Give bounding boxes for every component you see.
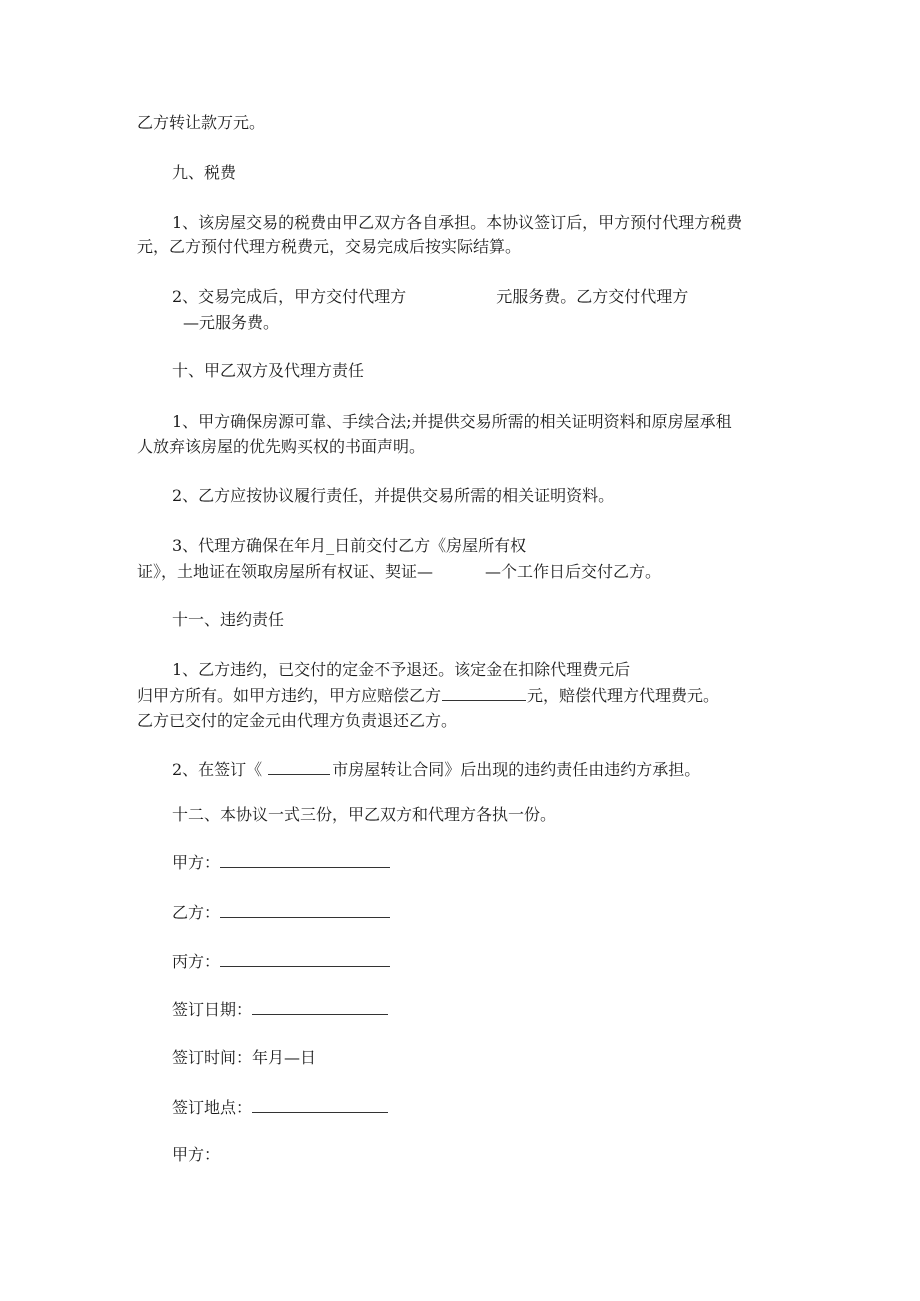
section-heading-9: 九、税费 bbox=[172, 163, 237, 182]
party-b-blank bbox=[220, 903, 390, 918]
sign-time bbox=[172, 1048, 316, 1068]
clause-9-1-line1: 1、该房屋交易的税费由甲乙双方各自承担。本协议签订后，甲方预付代理方税费 bbox=[172, 213, 743, 232]
clause-11-1-part-b: 元，赔偿代理方代理费元。 bbox=[527, 686, 720, 705]
clause-10-3-part-b: —个工作日后交付乙方。 bbox=[485, 562, 662, 581]
sign-date bbox=[172, 1000, 388, 1020]
clause-9-1-line2: 元，乙方预付代理方税费元，交易完成后按实际结算。 bbox=[137, 237, 522, 256]
clause-11-1-line1: 1、乙方违约，已交付的定金不予退还。该定金在扣除代理费元后 bbox=[172, 660, 631, 679]
sign-time-value: 年月—日 bbox=[252, 1048, 317, 1067]
sign-place-blank bbox=[252, 1098, 388, 1113]
party-a-signature bbox=[172, 853, 390, 873]
clause-11-1-line2 bbox=[137, 686, 719, 706]
amount-blank bbox=[442, 686, 526, 701]
section-heading-11: 十一、违约责任 bbox=[172, 610, 285, 629]
clause-10-3-part-a: 证》，土地证在领取房屋所有权证、契证— bbox=[137, 562, 434, 581]
clause-11-2-part-b: 市房屋转让合同》后出现的违约责任由违约方承担。 bbox=[332, 760, 701, 779]
clause-10-1-line1: 1、甲方确保房源可靠、手续合法;并提供交易所需的相关证明资料和原房屋承租 bbox=[172, 412, 732, 431]
clause-10-2: 2、乙方应按协议履行责任，并提供交易所需的相关证明资料。 bbox=[172, 486, 615, 505]
party-c-signature bbox=[172, 952, 390, 972]
clause-11-1-part-a: 归甲方所有。如甲方违约，甲方应赔偿乙方 bbox=[137, 686, 442, 705]
clause-10-3-line1: 3、代理方确保在年月_日前交付乙方《房屋所有权 bbox=[172, 536, 527, 555]
city-blank bbox=[268, 760, 330, 775]
section-heading-10: 十、甲乙双方及代理方责任 bbox=[172, 361, 365, 380]
clause-11-2 bbox=[172, 760, 700, 780]
party-c-blank bbox=[220, 952, 390, 967]
party-b-label: 乙方： bbox=[172, 903, 221, 922]
party-a-blank bbox=[220, 853, 390, 868]
clause-11-2-part-a: 2、在签订《 bbox=[172, 760, 263, 779]
sign-place-label: 签订地点： bbox=[172, 1098, 253, 1117]
clause-9-2-part-a: 2、交易完成后，甲方交付代理方 bbox=[172, 287, 407, 306]
clause-11-1-line3: 乙方已交付的定金元由代理方负责退还乙方。 bbox=[137, 711, 458, 730]
party-a-footer: 甲方： bbox=[172, 1145, 221, 1164]
clause-10-3-line2 bbox=[137, 562, 661, 582]
sign-time-label: 签订时间： bbox=[172, 1048, 253, 1067]
text-line: 乙方转让款万元。 bbox=[137, 113, 266, 132]
clause-9-2-part-b: 元服务费。乙方交付代理方 bbox=[496, 287, 689, 306]
party-c-label: 丙方： bbox=[172, 952, 221, 971]
clause-9-2-line2: —元服务费。 bbox=[183, 313, 280, 332]
party-a-label: 甲方： bbox=[172, 853, 221, 872]
sign-place bbox=[172, 1098, 388, 1118]
clause-10-1-line2: 人放弃该房屋的优先购买权的书面声明。 bbox=[137, 437, 426, 456]
clause-9-2-line1 bbox=[172, 287, 688, 307]
sign-date-blank bbox=[252, 1000, 388, 1015]
sign-date-label: 签订日期： bbox=[172, 1000, 253, 1019]
party-b-signature bbox=[172, 903, 390, 923]
section-12: 十二、本协议一式三份，甲乙双方和代理方各执一份。 bbox=[172, 805, 557, 824]
